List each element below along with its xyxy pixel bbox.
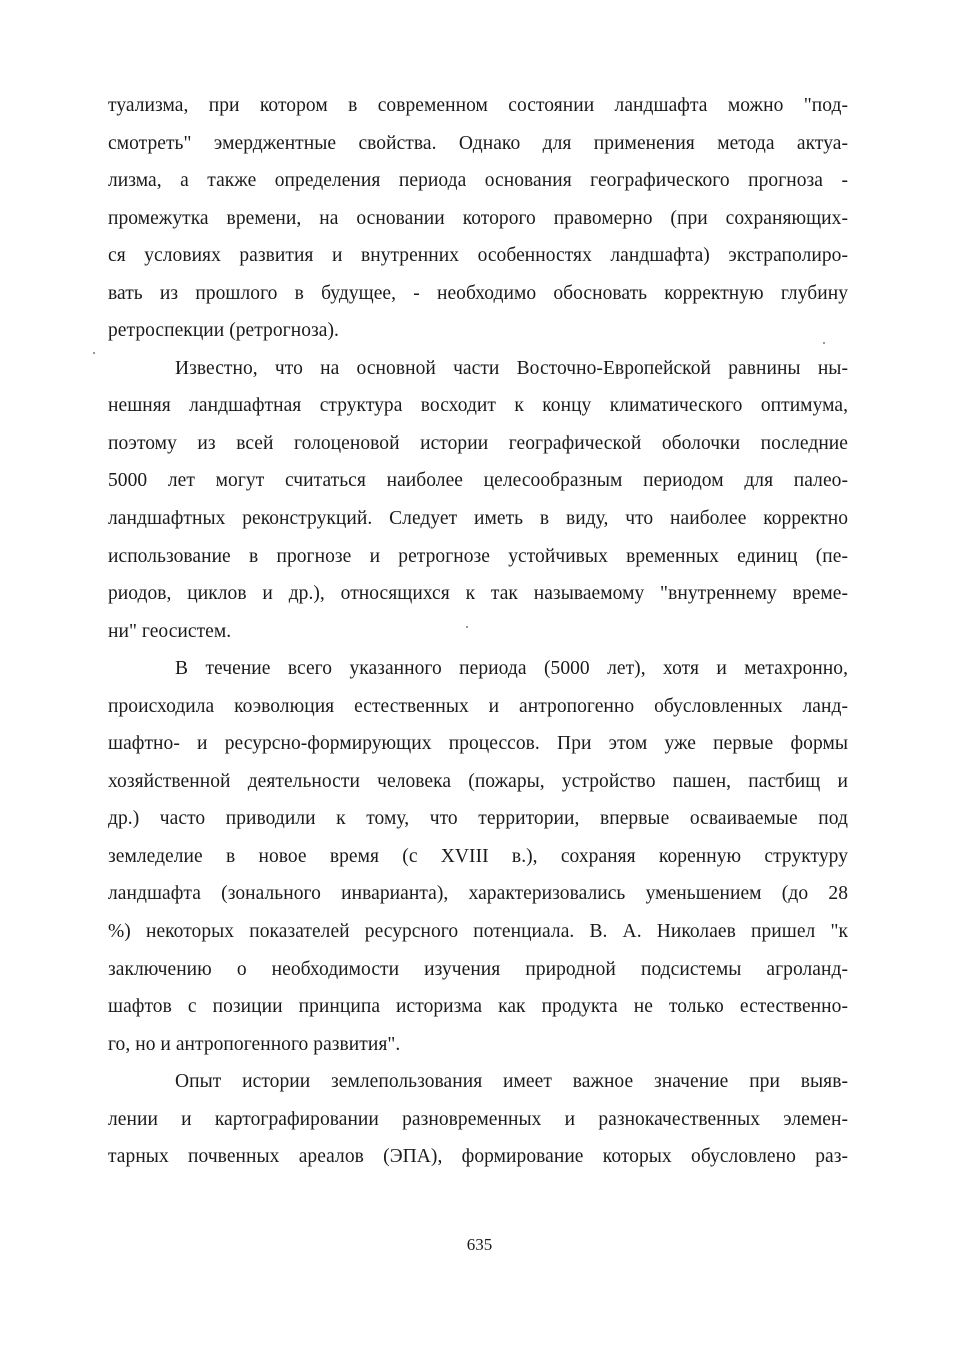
text-line: лизма, а также определения периода основания географического прогноза - <box>108 170 848 192</box>
text-line: 5000 лет могут считаться наиболее целесообразным периодом для палео- <box>108 470 848 492</box>
text-line: В течение всего указанного периода (5000 лет), хотя и метахронно, <box>175 658 848 680</box>
paragraph-2 <box>108 350 848 650</box>
text-line: хозяйственной деятельности человека (пожары, устройство пашен, пастбищ и <box>108 770 848 792</box>
text-line: риодов, циклов и др.), относящихся к так называемому "внутреннему време- <box>108 583 848 605</box>
scan-speck <box>466 626 468 628</box>
text-line: ретроспекции (ретрогноза). <box>108 320 339 342</box>
text-line: ландшафта (зонального инварианта), характеризовались уменьшением (до 28 <box>108 883 848 905</box>
text-line: поэтому из всей голоценовой истории географической оболочки последние <box>108 432 848 454</box>
text-line: го, но и антропогенного развития". <box>108 1033 401 1055</box>
paragraph-4 <box>108 1063 848 1176</box>
text-line: шафтно- и ресурсно-формирующих процессов. При этом уже первые формы <box>108 733 848 755</box>
scan-speck <box>93 352 95 354</box>
text-line: %) некоторых показателей ресурсного потенциала. В. А. Николаев пришел "к <box>108 921 848 943</box>
text-line: происходила коэволюция естественных и антропогенно обусловленных ланд- <box>108 695 848 717</box>
text-line: ни" геосистем. <box>108 620 232 642</box>
text-line: нешняя ландшафтная структура восходит к концу климатического оптимума, <box>108 395 848 417</box>
paragraph-3 <box>108 650 848 1063</box>
text-line: туализма, при котором в современном состоянии ландшафта можно "под- <box>108 95 848 116</box>
text-line: промежутка времени, на основании которого правомерно (при сохраняющих- <box>108 207 848 229</box>
text-line: земледелие в новое время (с XVIII в.), сохраняя коренную структуру <box>108 845 848 867</box>
page-number: 635 <box>466 1235 493 1254</box>
text-line: использование в прогнозе и ретрогнозе устойчивых временных единиц (пе- <box>108 545 848 567</box>
text-line: тарных почвенных ареалов (ЭПА), формирование которых обусловлено раз- <box>108 1146 848 1168</box>
scan-speck <box>823 342 825 344</box>
paragraph-1 <box>108 87 848 350</box>
text-line: ся условиях развития и внутренних особенностях ландшафта) экстраполиро- <box>108 245 848 267</box>
text-line: вать из прошлого в будущее, - необходимо обосновать корректную глубину <box>108 282 848 304</box>
text-line: Опыт истории землепользования имеет важное значение при выяв- <box>175 1071 848 1093</box>
text-line: смотреть" эмерджентные свойства. Однако для применения метода актуа- <box>108 132 848 154</box>
text-line: шафтов с позиции принципа историзма как продукта не только естественно- <box>108 996 848 1018</box>
text-line: заключению о необходимости изучения природной подсистемы агроланд- <box>108 958 848 980</box>
text-line: Известно, что на основной части Восточно-Европейской равнины ны- <box>175 357 848 379</box>
text-line: ландшафтных реконструкций. Следует иметь в виду, что наиболее корректно <box>108 508 848 530</box>
text-line: лении и картографировании разновременных и разнокачественных элемен- <box>108 1108 848 1130</box>
body-text <box>108 87 848 1176</box>
text-line: др.) часто приводили к тому, что территории, впервые осваиваемые под <box>108 808 848 830</box>
